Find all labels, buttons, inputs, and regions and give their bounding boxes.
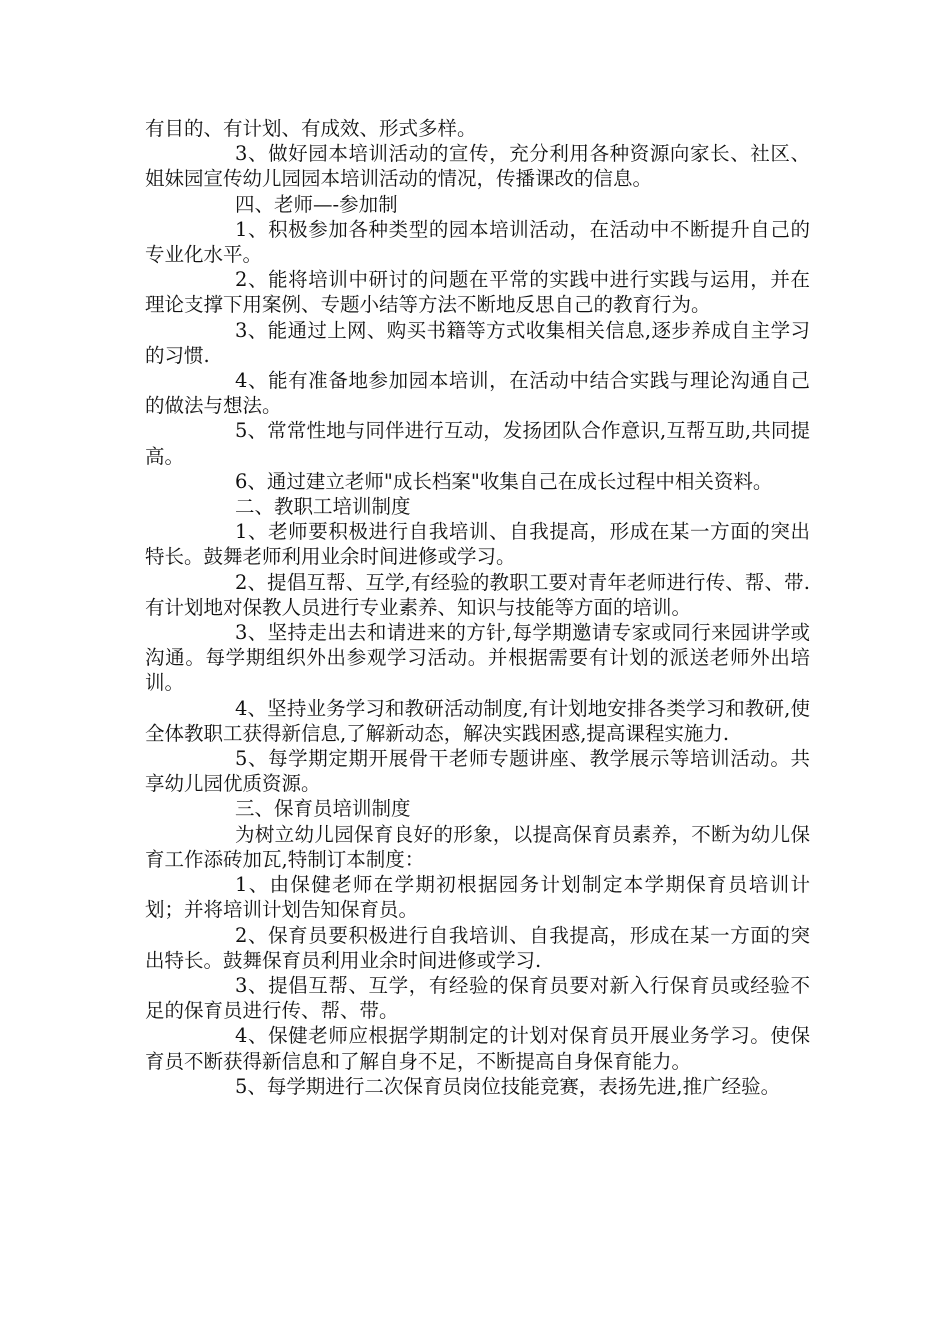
paragraph: 1、老师要积极进行自我培训、自我提高，形成在某一方面的突出特长。鼓舞老师利用业余时间进修或学习。 [145,520,810,569]
document-page [145,116,810,1099]
paragraph: 5、每学期进行二次保育员岗位技能竞赛，表扬先进,推广经验。 [235,1074,781,1098]
section-heading: 三、保育员培训制度 [235,797,411,821]
paragraph: 5、每学期定期开展骨干老师专题讲座、教学展示等培训活动。共享幼儿园优质资源。 [145,747,810,796]
paragraph: 2、提倡互帮、互学,有经验的教职工要对青年老师进行传、帮、带.有计划地对保教人员进行专业素养、知识与技能等方面的培训。 [145,570,810,619]
paragraph: 4、保健老师应根据学期制定的计划对保育员开展业务学习。使保育员不断获得新信息和了解自身不足，不断提高自身保育能力。 [145,1024,810,1073]
paragraph: 1、由保健老师在学期初根据园务计划制定本学期保育员培训计划；并将培训计划告知保育员。 [145,873,810,922]
paragraph: 3、做好园本培训活动的宣传，充分利用各种资源向家长、社区、姐妹园宣传幼儿园园本培训活动的情况，传播课改的信息。 [145,142,810,191]
paragraph: 1、积极参加各种类型的园本培训活动，在活动中不断提升自己的专业化水平。 [145,217,810,267]
paragraph: 4、坚持业务学习和教研活动制度,有计划地安排各类学习和教研,使全体教职工获得新信息,了解新动态，解决实践困惑,提高课程实施力. [145,696,810,745]
paragraph: 3、能通过上网、购买书籍等方式收集相关信息,逐步养成自主学习的习惯. [145,318,810,367]
paragraph: 5、常常性地与同伴进行互动，发扬团队合作意识,互帮互助,共同提高。 [145,419,810,468]
paragraph: 2、保育员要积极进行自我培训、自我提高，形成在某一方面的突出特长。鼓舞保育员利用业余时间进修或学习. [145,923,810,972]
section-heading: 二、教职工培训制度 [235,495,411,519]
section-heading: 四、老师—-参加制 [235,192,398,216]
paragraph: 为树立幼儿园保育良好的形象，以提高保育员素养，不断为幼儿保育工作添砖加瓦,特制订本制度： [145,822,810,871]
paragraph: 6、通过建立老师"成长档案"收集自己在成长过程中相关资料。 [235,469,773,493]
paragraph: 3、坚持走出去和请进来的方针,每学期邀请专家或同行来园讲学或沟通。每学期组织外出参观学习活动。并根据需要有计划的派送老师外出培训。 [145,621,810,695]
paragraph: 3、提倡互帮、互学，有经验的保育员要对新入行保育员或经验不足的保育员进行传、帮、带。 [145,973,810,1023]
paragraph: 有目的、有计划、有成效、形式多样。 [145,117,477,140]
paragraph: 2、能将培训中研讨的问题在平常的实践中进行实践与运用，并在理论支撑下用案例、专题小结等方法不断地反思自己的教育行为。 [145,268,810,317]
paragraph: 4、能有准备地参加园本培训，在活动中结合实践与理论沟通自己的做法与想法。 [145,369,810,418]
